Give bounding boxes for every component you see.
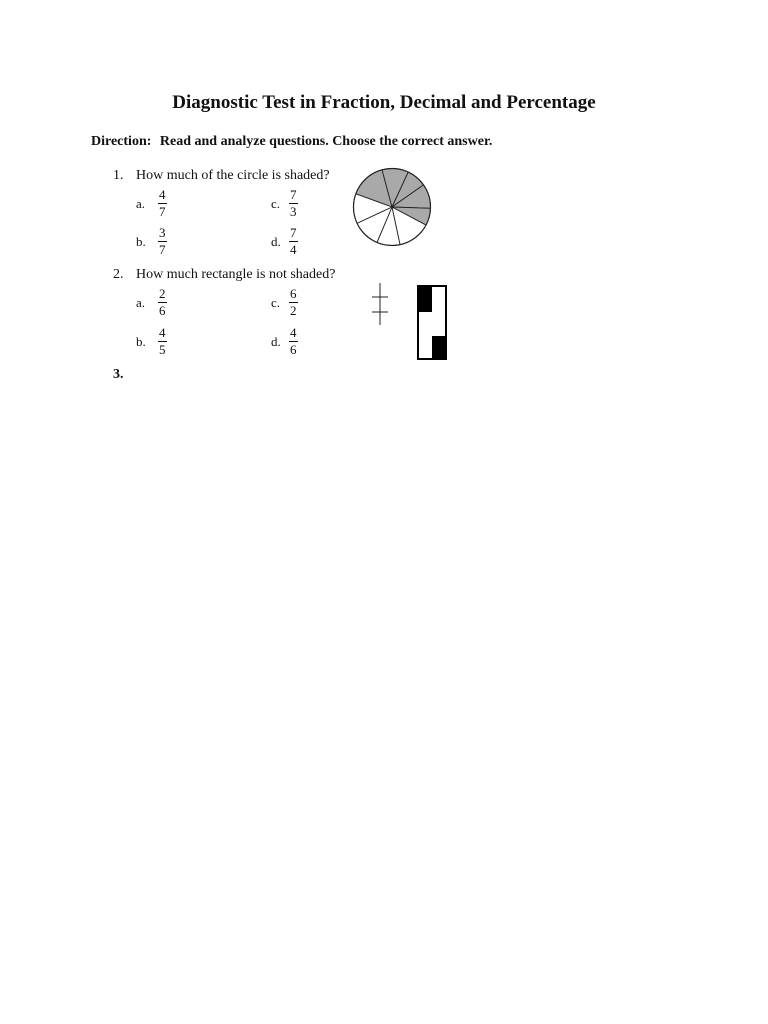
question-2-text: How much rectangle is not shaded? <box>136 267 336 282</box>
fraction <box>158 326 167 357</box>
fraction-denominator: 7 <box>159 242 166 257</box>
sectioned-circle-figure <box>352 167 432 247</box>
fraction <box>289 287 298 318</box>
fraction-denominator: 7 <box>159 204 166 219</box>
fraction-denominator: 3 <box>290 204 297 219</box>
fraction-denominator: 2 <box>290 303 297 318</box>
fraction-denominator: 5 <box>159 342 166 357</box>
question-1-text: How much of the circle is shaded? <box>136 168 330 183</box>
fraction-numerator: 4 <box>290 325 297 340</box>
fraction-denominator: 6 <box>290 342 297 357</box>
choice-letter: c. <box>271 195 281 211</box>
fraction <box>289 226 298 257</box>
direction-text: Read and analyze questions. Choose the correct answer. <box>159 134 493 149</box>
fraction-numerator: 2 <box>159 286 166 301</box>
cross-marks-figure <box>370 283 390 325</box>
shaded-rectangle-figure <box>417 285 447 360</box>
fraction-denominator: 6 <box>159 303 166 318</box>
question-1-choice-b[interactable] <box>136 226 167 257</box>
fraction-denominator: 4 <box>290 242 297 257</box>
question-3-number: 3. <box>113 367 124 382</box>
choice-letter: a. <box>136 195 146 211</box>
question-1-number: 1. <box>113 168 124 183</box>
question-2-choice-d[interactable] <box>271 326 298 357</box>
fraction <box>158 287 167 318</box>
fraction-numerator: 3 <box>159 225 166 240</box>
fraction-numerator: 4 <box>159 325 166 340</box>
question-1-choice-c[interactable] <box>271 188 298 219</box>
question-2-number: 2. <box>113 267 124 282</box>
rect-shaded-top-left <box>418 286 432 312</box>
choice-letter: c. <box>271 294 281 310</box>
fraction <box>158 226 167 257</box>
fraction-numerator: 6 <box>290 286 297 301</box>
rect-shaded-bottom-right <box>432 336 446 359</box>
fraction <box>158 188 167 219</box>
fraction-numerator: 4 <box>159 187 166 202</box>
choice-letter: d. <box>271 333 281 349</box>
question-2-choice-b[interactable] <box>136 326 167 357</box>
direction-label: Direction: <box>91 134 152 149</box>
choice-letter: d. <box>271 233 281 249</box>
question-1-choice-a[interactable] <box>136 188 167 219</box>
choice-letter: b. <box>136 233 146 249</box>
fraction-numerator: 7 <box>290 187 297 202</box>
choice-letter: a. <box>136 294 146 310</box>
question-2-choice-c[interactable] <box>271 287 298 318</box>
page-title: Diagnostic Test in Fraction, Decimal and Percentage <box>172 92 596 113</box>
fraction <box>289 188 298 219</box>
question-1-choice-d[interactable] <box>271 226 298 257</box>
fraction <box>289 326 298 357</box>
fraction-numerator: 7 <box>290 225 297 240</box>
choice-letter: b. <box>136 333 146 349</box>
question-2-choice-a[interactable] <box>136 287 167 318</box>
direction-line <box>91 134 492 150</box>
